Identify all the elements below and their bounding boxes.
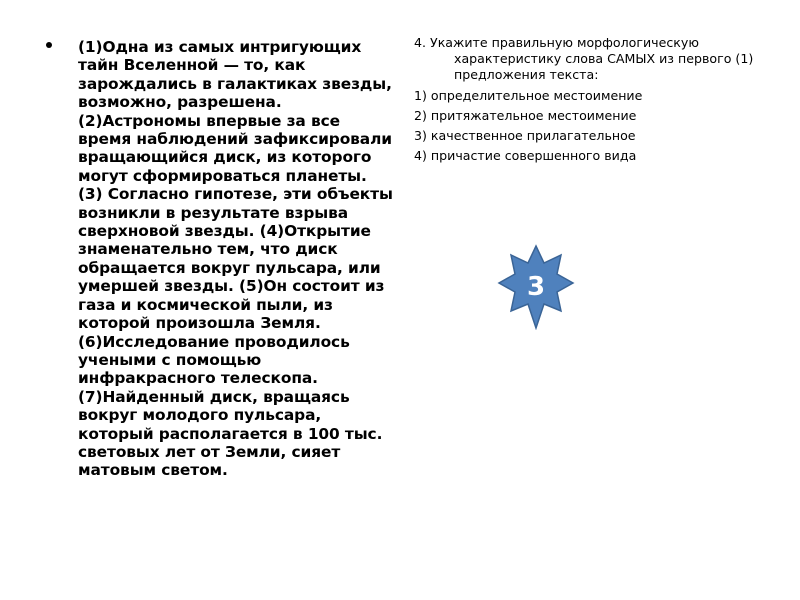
answer-option-4[interactable]: 4) причастие совершенного вида [414,147,637,163]
task-question: 4. Укажите правильную морфологическую характеристику слова САМЫХ из первого (1) предложения текста: [414,35,754,82]
sentence-3: (3) Согласно гипотезе, эти объекты возникли в результате взрыва сверхновой звезды. [78,185,393,241]
sentence-4: (4)Открытие знаменательно тем, что диск обращается вокруг пульсара, или умершей звезды. [78,222,381,296]
answer-option-3[interactable]: 3) качественное прилагательное [414,127,636,143]
bullet-icon [46,42,52,48]
star-badge [497,244,575,330]
sentence-7: (7)Найденный диск, вращаясь вокруг молодого пульсара, который располагается в 100 тыс. световых лет от Земли, сияет матовым светом. [78,387,383,480]
passage-column [46,38,396,480]
answer-option-2[interactable]: 2) притяжательное местоимение [414,108,637,124]
sentence-5: (5)Он состоит из газа и космической пыли, из которой произошла Земля. [78,277,385,333]
sentence-1: (1)Одна из самых интригующих тайн Вселенной — то, как зарождались в галактиках звезды, возможно, разрешена. [78,38,392,112]
answer-option-1[interactable]: 1) определительное местоимение [414,88,643,104]
passage-text [78,38,396,480]
sentence-2: (2)Астрономы впервые за все время наблюдений зафиксировали вращающийся диск, из которого могут сформироваться планеты. [78,111,392,185]
badge-number: 3 [526,272,546,302]
sentence-6: (6)Исследование проводилось учеными с помощью инфракрасного телескопа. [78,332,350,388]
task-column [414,35,786,168]
